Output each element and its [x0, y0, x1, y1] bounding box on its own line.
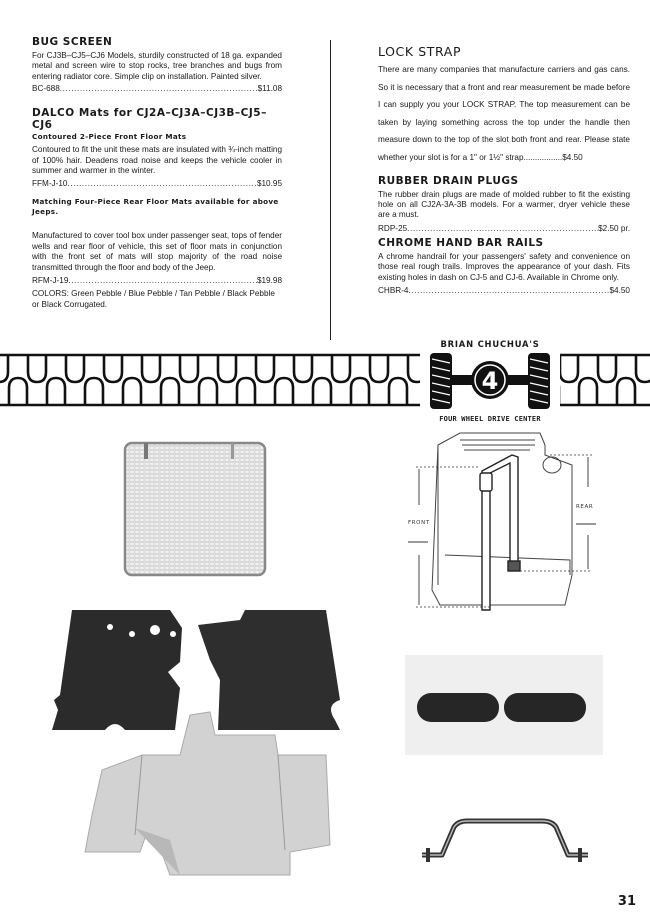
hand-bar-price: $4.50	[609, 286, 630, 295]
dalco-mats-section	[32, 107, 282, 188]
leader-dots	[67, 179, 256, 188]
axle-emblem-icon	[420, 351, 560, 413]
leader-dots	[407, 224, 598, 233]
colors-list: Green Pebble / Blue Pebble / Tan Pebble / Black Pebble or Black Corrugated.	[32, 289, 275, 309]
page-number: 31	[617, 894, 636, 909]
dalco-mats-price-line	[32, 179, 282, 188]
left-column	[32, 36, 282, 310]
lock-strap-text: There are many companies that manufacture carriers and gas cans. So it is necessary that a front and rear measurement be made before I can supply you your LOCK STRAP. The top measurement can be taken by laying something across the top under the handle then measure down to the top of the slot both front and rear. Please state whether your slot is for a 1" or 1½" strap	[378, 65, 630, 162]
hand-bar-description: A chrome handrail for your passengers' safety and convenience on those real rough trails. Improves the appearance of your dash. Fits existing holes in dash on CJ-5 and CJ-6. Available in Chrome only.	[378, 251, 630, 282]
dalco-mats-description: Contoured to fit the unit these mats are insulated with ¾-inch matting of 100% hair. Deadens road noise and keeps the vehicle cooler in summer and warmer in the winter.	[32, 145, 282, 176]
dalco-mats-price: $10.95	[256, 179, 282, 189]
rear-mats-section	[32, 197, 282, 310]
dalco-mats-title: DALCO Mats for CJ2A–CJ3A–CJ3B–CJ5–CJ6	[32, 107, 267, 132]
logo-top-text: BRIAN CHUCHUA'S	[440, 339, 540, 349]
lock-strap-diagram	[400, 425, 630, 615]
drain-plugs-section	[378, 175, 630, 233]
dalco-mats-code: FFM-J-10	[32, 179, 68, 189]
lock-strap-price: $4.50	[562, 152, 583, 162]
drain-plugs-description: The rubber drain plugs are made of molded rubber to fit the existing hole on all CJ2A-3A-3B models. For a warmer, dryer vehicle these are a must.	[378, 189, 630, 220]
rear-mats-code: RFM-J-19	[32, 276, 69, 286]
bug-screen-price: $11.08	[257, 84, 282, 94]
bug-screen-description: For CJ3B–CJ5–CJ6 Models, sturdily constructed of 18 ga. expanded metal and screen wire to stop rocks, tree branches and bugs from entering radiator core. Simple clip on installation. Painted silver.	[32, 51, 282, 81]
drain-plugs-price-line	[378, 224, 630, 233]
lock-strap-description	[378, 61, 630, 167]
column-divider	[330, 40, 331, 340]
logo-number: 4	[481, 367, 499, 395]
leader-dots	[408, 286, 609, 295]
right-column	[378, 44, 630, 295]
colors-label: COLORS:	[32, 289, 69, 299]
rear-mats-subtitle: Matching Four-Piece Rear Floor Mats available for above Jeeps.	[32, 197, 279, 217]
hand-bar-price-line	[378, 286, 630, 295]
leader-dots-inline: .................	[523, 152, 563, 162]
front-label: FRONT	[408, 520, 430, 526]
leader-dots	[60, 84, 258, 93]
brand-logo	[420, 337, 560, 425]
drain-plugs-image	[405, 655, 605, 760]
bug-screen-title: BUG SCREEN	[32, 36, 113, 48]
rear-label: REAR	[576, 504, 594, 510]
rear-mats-colors	[32, 289, 282, 310]
rear-mats-price: $19.98	[256, 276, 282, 286]
hand-bar-code: CHBR-4	[378, 286, 409, 295]
leader-dots	[68, 276, 257, 285]
rear-mats-price-line	[32, 276, 282, 285]
hand-bar-title: CHROME HAND BAR RAILS	[378, 236, 544, 249]
bug-screen-section	[32, 36, 282, 93]
rear-mats-description: Manufactured to cover tool box under passenger seat, tops of fender wells and rear floor of vehicle, this set of floor mats in conjunction with the front set of mats will stop majority of the road noise transmitted through the floor and body of the Jeep.	[32, 231, 282, 272]
hand-bar-image	[412, 815, 592, 865]
lock-strap-title: LOCK STRAP	[378, 44, 462, 59]
hand-bar-section	[378, 237, 630, 295]
logo-bottom-text: FOUR WHEEL DRIVE CENTER	[439, 415, 541, 423]
lock-strap-section	[378, 44, 630, 167]
drain-plugs-price: $2.50 pr.	[598, 223, 630, 233]
drain-plugs-title: RUBBER DRAIN PLUGS	[378, 174, 519, 187]
bug-screen-code: BC-688	[32, 84, 60, 94]
floor-mats-image	[30, 600, 360, 880]
dalco-mats-subtitle: Contoured 2-Piece Front Floor Mats	[32, 132, 187, 142]
bug-screen-price-line	[32, 84, 282, 93]
bug-screen-image	[122, 440, 268, 578]
drain-plugs-code: RDP-25	[378, 223, 408, 233]
